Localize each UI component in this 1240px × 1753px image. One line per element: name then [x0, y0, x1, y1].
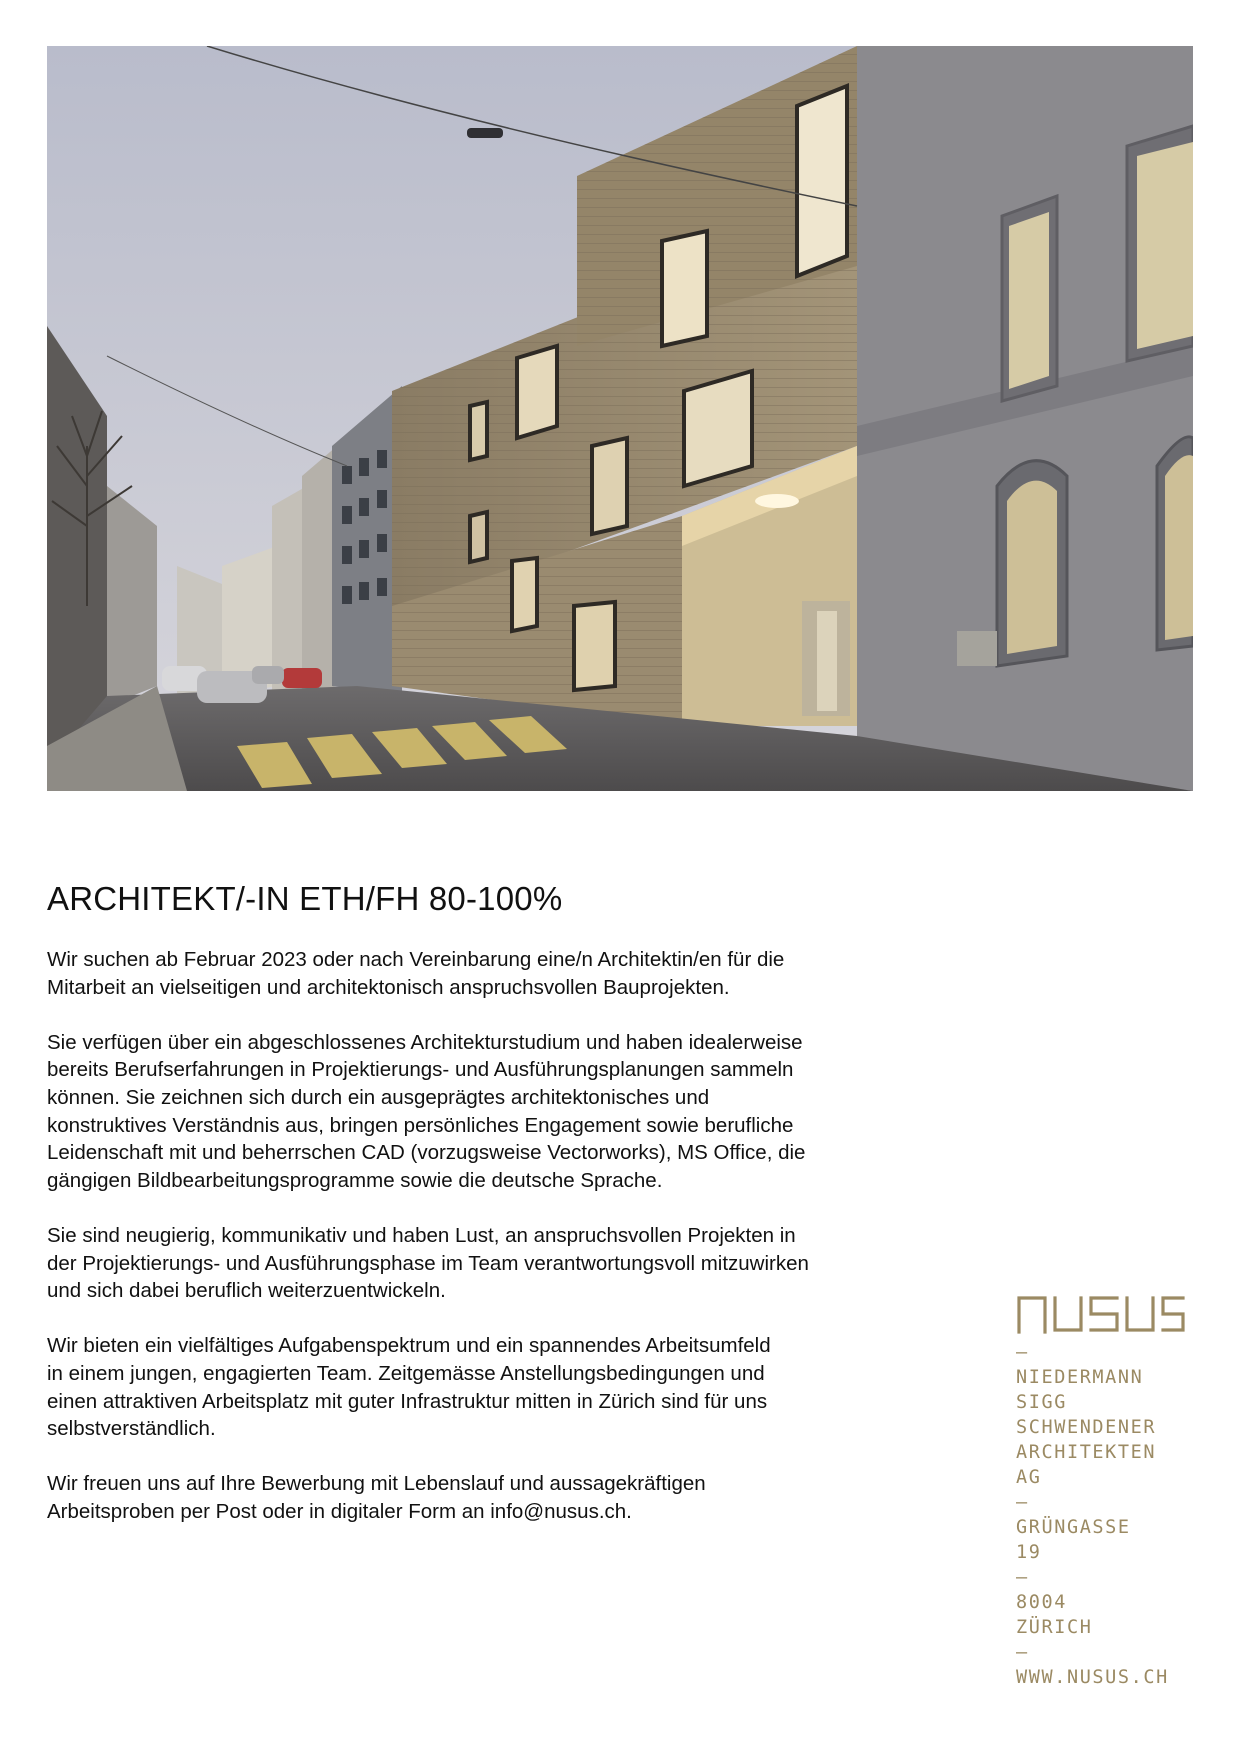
city-line-1: 8004 [1016, 1592, 1067, 1613]
separator: — [1016, 1567, 1029, 1588]
nusus-logo [1016, 1292, 1186, 1334]
separator: — [1016, 1342, 1029, 1363]
street-line-1: GRÜNGASSE [1016, 1517, 1131, 1538]
company-sidebar [1016, 1292, 1226, 1690]
company-name-line-4: ARCHITEKTEN [1016, 1442, 1157, 1463]
paragraph-personality: Sie sind neugierig, kommunikativ und haben Lust, an anspruchsvollen Projekten in der Projektierungs- und Ausführungsphase im Team verantwortungsvoll mitzuwirken und sich dabei beruflich weiterzuentwickeln. [47, 1223, 809, 1303]
paragraph-requirements: Sie verfügen über ein abgeschlossenes Architekturstudium und haben idealerweise bereits Berufserfahrungen in Projektierungs- und Ausführungsplanungen sammeln können. Sie zeichnen sich durch ein ausgeprägtes architektonisches und konstruktives Verständnis aus, bringen persönliches Engagement sowie berufliche Leidenschaft mit und beherrschen CAD (vorzugsweise Vectorworks), MS Office, die gängigen Bildbearbeitungsprogramme sowie die deutsche Sprache. [47, 1030, 806, 1192]
company-name-line-5: AG [1016, 1467, 1042, 1488]
separator: — [1016, 1642, 1029, 1663]
company-name-line-1: NIEDERMANN [1016, 1367, 1144, 1388]
paragraph-application: Wir freuen uns auf Ihre Bewerbung mit Lebenslauf und aussagekräftigen Arbeitsproben per Post oder in digitaler Form an info@nusus.ch. [47, 1472, 706, 1523]
city-line-2: ZÜRICH [1016, 1617, 1093, 1638]
website-link[interactable]: WWW.NUSUS.CH [1016, 1667, 1169, 1688]
paragraph-offer: Wir bieten ein vielfältiges Aufgabenspektrum und ein spannendes Arbeitsumfeld in einem jungen, engagierten Team. Zeitgemässe Anstellungsbedingungen und einen attraktiven Arbeitsplatz mit guter Infrastruktur mitten in Zürich sind für uns selbstverständlich. [47, 1334, 771, 1441]
paragraph-intro: Wir suchen ab Februar 2023 oder nach Vereinbarung eine/n Architektin/en für die Mitarbeit an vielseitigen und architektonisch anspruchsvollen Bauprojekten. [47, 948, 785, 999]
building-photo [47, 46, 1193, 791]
company-name-line-2: SIGG [1016, 1392, 1067, 1413]
company-name-line-3: SCHWENDENER [1016, 1417, 1157, 1438]
street-line-2: 19 [1016, 1542, 1042, 1563]
separator: — [1016, 1492, 1029, 1513]
job-title: ARCHITEKT/-IN ETH/FH 80-100% [47, 880, 563, 917]
job-description [47, 946, 927, 1553]
